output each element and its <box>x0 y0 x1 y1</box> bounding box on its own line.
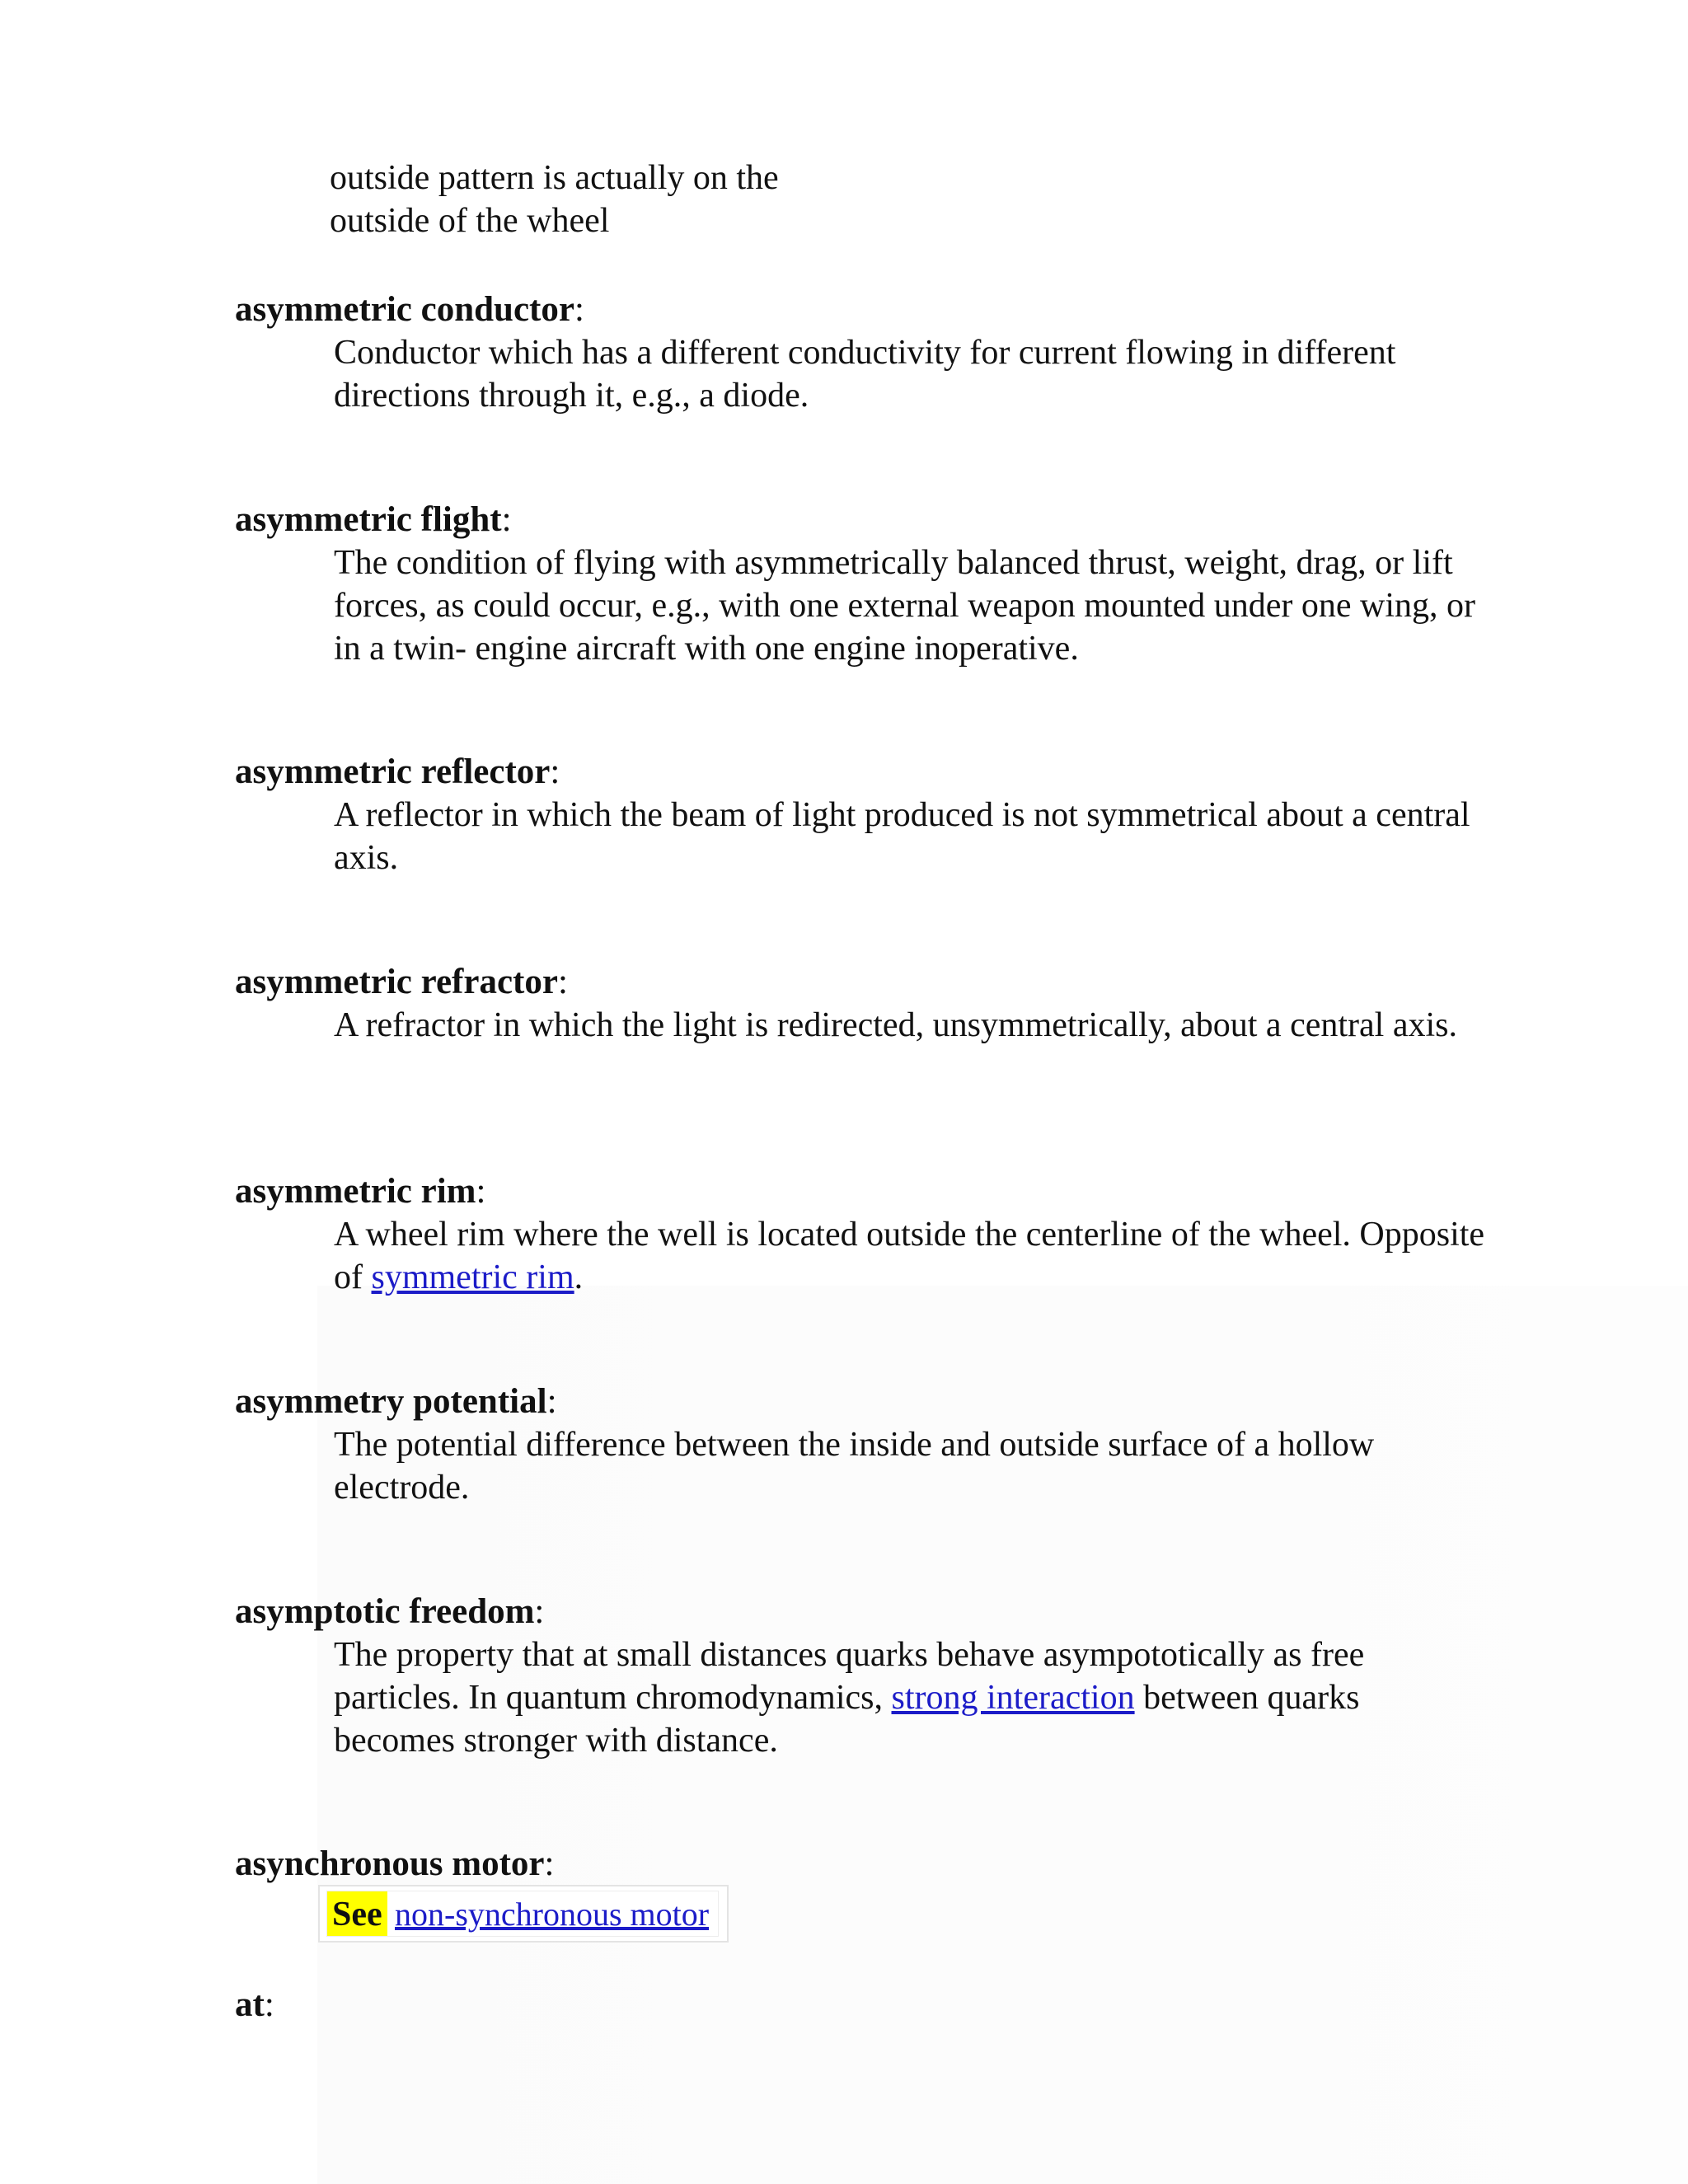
entry-term: asymmetric flight <box>235 500 502 539</box>
term-colon: : <box>550 752 560 791</box>
see-reference-inner <box>326 1891 719 1937</box>
term-colon: : <box>501 500 512 539</box>
entry-term: asynchronous motor <box>235 1844 545 1883</box>
glossary-entry <box>235 1843 1488 1886</box>
entry-term: asymmetric rim <box>235 1172 476 1211</box>
definition-text: . <box>574 1258 584 1296</box>
term-colon: : <box>534 1592 545 1631</box>
glossary-entry <box>235 499 1488 670</box>
term-colon: : <box>557 963 568 1001</box>
term-colon: : <box>546 1382 557 1421</box>
definition-text: between quarks becomes stronger with distance. <box>334 1679 1360 1760</box>
fragment-line-2: outside of the wheel <box>330 202 610 240</box>
entry-term: asymptotic freedom <box>235 1592 535 1631</box>
entry-definition: A refractor in which the light is redirected, unsymmetrically, about a central axis. <box>334 1006 1457 1044</box>
entry-term: asymmetric reflector <box>235 752 551 791</box>
continued-definition-fragment <box>330 157 907 242</box>
entry-definition <box>334 1213 1488 1299</box>
glossary-entry <box>235 751 1488 879</box>
glossary-entry <box>235 961 1488 1047</box>
see-label: See <box>327 1891 387 1936</box>
entry-definition: The potential difference between the inside and outside surface of a hollow electrode. <box>334 1426 1375 1507</box>
entry-definition: Conductor which has a different conductivity for current flowing in different directions through it, e.g., a diode. <box>334 334 1396 415</box>
entry-term: at <box>235 1985 265 2024</box>
definition-text: A wheel rim where the well is located outside the centerline of the wheel. Opposite of <box>334 1216 1485 1296</box>
term-colon: : <box>264 1985 274 2024</box>
non-synchronous-motor-link[interactable]: non-synchronous motor <box>395 1896 710 1933</box>
term-colon: : <box>574 290 584 329</box>
definition-text: The property that at small distances quarks behave asympototically as free particles. In quantum chromodynamics, <box>334 1636 1365 1717</box>
entry-term: asymmetry potential <box>235 1382 547 1421</box>
glossary-entry <box>235 1170 1488 1299</box>
glossary-entry <box>235 1591 1488 1762</box>
glossary-entry <box>235 1380 1488 1509</box>
term-colon: : <box>544 1844 555 1883</box>
glossary-entry <box>235 1984 1488 2027</box>
entry-definition: A reflector in which the beam of light produced is not symmetrical about a central axis. <box>334 796 1470 877</box>
entry-definition: The condition of flying with asymmetrically balanced thrust, weight, drag, or lift forces, as could occur, e.g., with one external weapon mounted under one wing, or in a twin- engine aircraft with one engine inoperative. <box>334 544 1476 668</box>
entry-term: asymmetric conductor <box>235 290 574 329</box>
term-colon: : <box>476 1172 486 1211</box>
see-reference-box <box>318 1885 729 1943</box>
entry-term: asymmetric refractor <box>235 963 558 1001</box>
symmetric-rim-link[interactable]: symmetric rim <box>371 1258 574 1296</box>
strong-interaction-link[interactable]: strong interaction <box>891 1679 1135 1717</box>
entry-definition <box>334 1633 1488 1762</box>
glossary-entry <box>235 288 1488 417</box>
fragment-line-1: outside pattern is actually on the <box>330 159 779 197</box>
